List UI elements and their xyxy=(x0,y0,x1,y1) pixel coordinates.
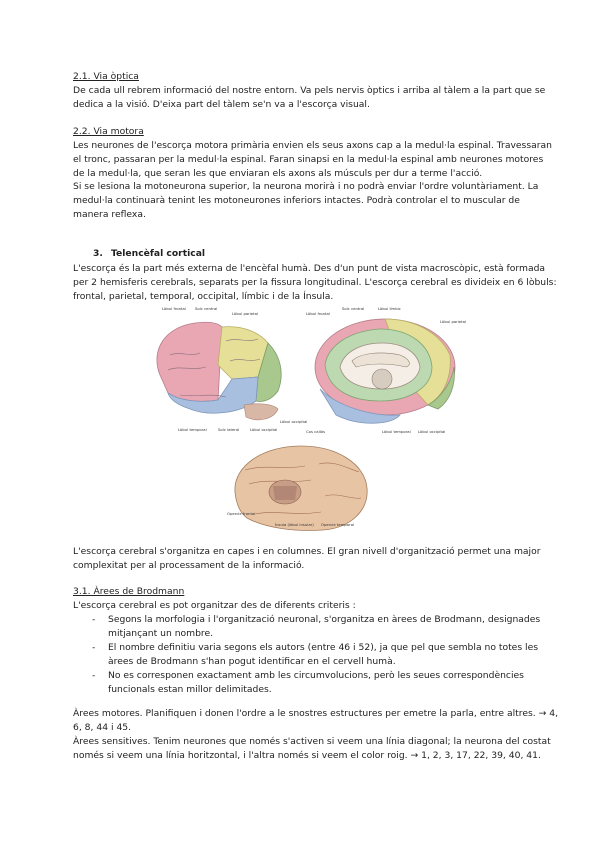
figure-label: Cos callós xyxy=(306,429,325,434)
paragraph-line: 6, 8, 44 i 45. xyxy=(73,722,132,733)
figure-label: Lòbul occipital xyxy=(280,419,308,424)
paragraph-line: de la medul·la, que seran les que enviaran els axons als músculs per dur a terme l'acció. xyxy=(73,168,483,179)
figure-label: Solc lateral xyxy=(218,427,240,432)
bullet-dash: - xyxy=(92,670,96,681)
bullet-line: El nombre definitiu varia segons els autors (entre 46 i 52), ja que pel que sembla no totes les xyxy=(108,642,539,653)
paragraph-line: Si se lesiona la motoneurona superior, la neurona morirà i no podrà enviar l'ordre voluntàriament. La xyxy=(73,181,539,192)
brain-lateral-view-figure xyxy=(140,305,308,440)
brain-medial-illustration xyxy=(315,319,455,423)
section-3-1-heading: 3.1. Àrees de Brodmann xyxy=(73,586,185,597)
figure-label: Lòbul occipital xyxy=(250,427,278,432)
figure-label: Lòbul límbic xyxy=(378,306,401,311)
paragraph-line: L'escorça cerebral es pot organitzar des de diferents criteris : xyxy=(73,600,356,611)
figure-label: Lòbul parietal xyxy=(440,319,467,324)
section-2-1-heading: 2.1. Via òptica xyxy=(73,71,139,82)
section-3-number: 3. xyxy=(93,248,103,259)
bullet-dash: - xyxy=(92,642,96,653)
figure-label: Solc central xyxy=(195,306,218,311)
paragraph-line: De cada ull rebrem informació del nostre entorn. Va pels nervis òptics i arriba al tàlem a la part que se xyxy=(73,85,546,96)
section-2-2-heading: 2.2. Via motora xyxy=(73,126,144,137)
figure-label: Lòbul temporal xyxy=(382,429,411,434)
section-3-heading: Telencèfal cortical xyxy=(111,248,206,259)
bullet-dash: - xyxy=(92,614,96,625)
figure-label: Lòbul occipital xyxy=(418,429,446,434)
figure-label: Lòbul parietal xyxy=(232,311,259,316)
paragraph-line: Àrees sensitives. Tenim neurones que només s'activen si veem una línia diagonal; la neurona del costat xyxy=(73,736,551,747)
figure-label: Opercle frontal xyxy=(227,511,256,516)
paragraph-line: L'escorça cerebral s'organitza en capes i en columnes. El gran nivell d'organització permet una major xyxy=(73,546,541,557)
figure-label: Lòbul frontal xyxy=(162,306,186,311)
paragraph-line: Àrees motores. Planifiquen i donen l'ordre a le snostres estructures per emetre la parla, entre altres. → 4, xyxy=(73,708,558,719)
paragraph-line: L'escorça és la part més externa de l'encèfal humà. Des d'un punt de vista macroscòpic, està formada xyxy=(73,263,546,274)
bullet-line: Segons la morfologia i l'organització neuronal, s'organitza en àrees de Brodmann, designades xyxy=(108,614,541,625)
figure-label: Solc central xyxy=(342,306,365,311)
paragraph-line: Les neurones de l'escorça motora primària envien els seus axons cap a la medul·la espinal. Travessaran xyxy=(73,140,552,151)
paragraph-line: dedica a la visió. D'eixa part del tàlem se'n va a l'escorça visual. xyxy=(73,99,370,110)
brain-insula-view-figure xyxy=(225,440,375,540)
figure-label: Ínsula (lòbul insular) xyxy=(275,522,314,527)
figure-label: Opercle temporal xyxy=(321,522,355,527)
brain-insula-illustration xyxy=(235,446,367,531)
paragraph-line: complexitat per al processament de la informació. xyxy=(73,560,305,571)
paragraph-line: el tronc, passaran per la medul·la espinal. Faran sinapsi en la medul·la espinal amb neurones motores xyxy=(73,154,544,165)
paragraph-line: medul·la continuarà tenint les motoneurones inferiors intactes. Podrà controlar el to muscular de xyxy=(73,195,520,206)
paragraph-line: frontal, parietal, temporal, occipital, límbic i de la Ínsula. xyxy=(73,291,334,302)
paragraph-line: només si veem una línia horitzontal, i l'altra només si veem el color roig. → 1, 2, 3, 17, 22, 39, 40, 41. xyxy=(73,750,541,761)
paragraph-line: manera reflexa. xyxy=(73,209,146,220)
bullet-line: àrees de Brodmann s'han pogut identificar en el cervell humà. xyxy=(108,656,396,667)
bullet-line: No es corresponen exactament amb les circumvolucions, però les seues correspondències xyxy=(108,670,524,681)
brain-medial-view-figure xyxy=(300,305,470,440)
figure-label: Lòbul frontal xyxy=(306,311,330,316)
bullet-line: mitjançant un nombre. xyxy=(108,628,214,639)
bullet-line: funcionals estan millor delimitades. xyxy=(108,684,272,695)
paragraph-line: per 2 hemisferis cerebrals, separats per la fissura longitudinal. L'escorça cerebral es divideix en 6 lòbuls: xyxy=(73,277,557,288)
figure-label: Lòbul temporal xyxy=(178,427,207,432)
brain-lateral-illustration xyxy=(157,322,281,420)
